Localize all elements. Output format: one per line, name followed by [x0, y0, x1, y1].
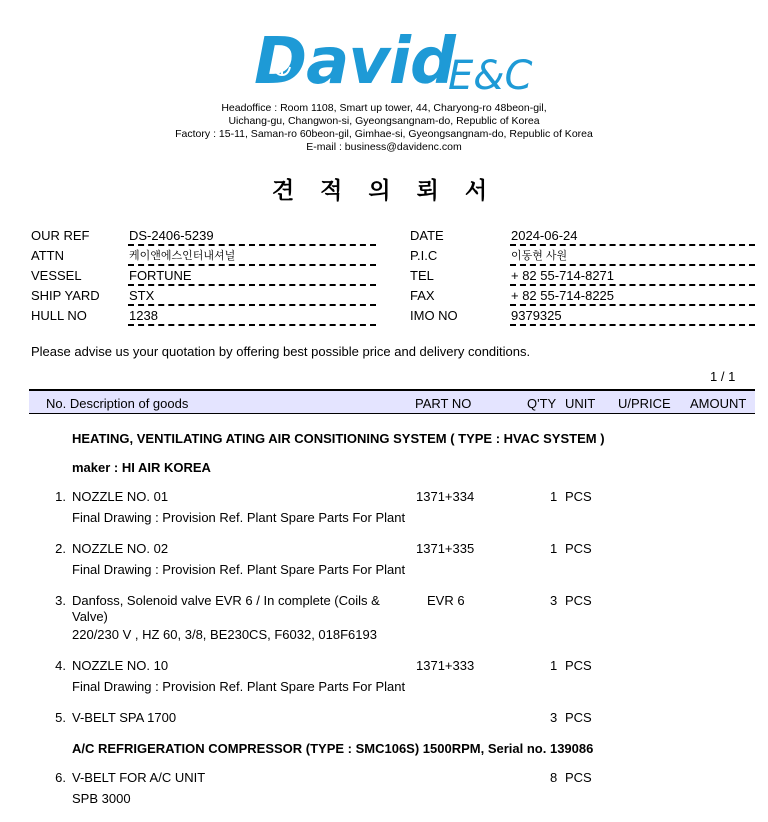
col-amount: AMOUNT	[690, 396, 747, 411]
fax-label: FAX	[410, 288, 435, 303]
item-description: V-BELT SPA 1700	[72, 710, 177, 725]
item-description: NOZZLE NO. 10	[72, 658, 169, 673]
item-unit: PCS	[565, 489, 592, 504]
item-qty: 1	[550, 489, 558, 504]
address-line-2: Uichang-gu, Changwon-si, Gyeongsangnam-do, Republic of Korea	[228, 115, 540, 127]
attn-value: 케이앤에스인터내셔널	[128, 248, 376, 266]
fax-value: + 82 55-714-8225	[510, 288, 755, 306]
col-unit: UNIT	[565, 396, 596, 411]
item-unit: PCS	[565, 658, 592, 673]
tel-value: + 82 55-714-8271	[510, 268, 755, 286]
col-qty: Q'TY	[527, 396, 557, 411]
logo-main-text: David	[254, 25, 455, 99]
item-unit: PCS	[565, 710, 592, 725]
address-line-3: Factory : 15-11, Saman-ro 60beon-gil, Gimhae-si, Gyeongsangnam-do, Republic of Korea	[175, 128, 593, 140]
address-line-1: Headoffice : Room 1108, Smart up tower, 44, Charyong-ro 48beon-gil,	[221, 102, 547, 114]
our-ref-value: DS-2406-5239	[128, 228, 376, 246]
logo-sub-text: E&C	[448, 53, 533, 99]
item-unit: PCS	[565, 593, 592, 608]
item-qty: 8	[550, 770, 558, 785]
item-qty: 1	[550, 541, 558, 556]
item-qty: 3	[550, 710, 558, 725]
hull-no-value: 1238	[128, 308, 376, 326]
col-description: No. Description of goods	[46, 396, 189, 411]
item-detail: SPB 3000	[72, 791, 131, 806]
ship-yard-label: SHIP YARD	[31, 288, 100, 303]
item-detail: 220/230 V , HZ 60, 3/8, BE230CS, F6032, 018F6193	[72, 627, 377, 642]
col-uprice: U/PRICE	[618, 396, 671, 411]
ship-yard-value: STX	[128, 288, 376, 306]
item-unit: PCS	[565, 770, 592, 785]
item-detail: Final Drawing : Provision Ref. Plant Spare Parts For Plant	[72, 510, 406, 525]
item-description: NOZZLE NO. 01	[72, 489, 169, 504]
item-description: V-BELT FOR A/C UNIT	[72, 770, 206, 785]
date-value: 2024-06-24	[510, 228, 755, 246]
our-ref-label: OUR REF	[31, 228, 90, 243]
item-detail: Final Drawing : Provision Ref. Plant Spare Parts For Plant	[72, 562, 406, 577]
address-email: E-mail : business@davidenc.com	[306, 141, 462, 153]
anchor-icon	[272, 50, 292, 78]
item-description: NOZZLE NO. 02	[72, 541, 169, 556]
pic-label: P.I.C	[410, 248, 438, 263]
section-title: HEATING, VENTILATING ATING AIR CONSITIONING SYSTEM ( TYPE : HVAC SYSTEM )	[72, 431, 605, 446]
hull-no-label: HULL NO	[31, 308, 87, 323]
item-unit: PCS	[565, 541, 592, 556]
attn-label: ATTN	[31, 248, 64, 263]
item-part-no: 1371+335	[416, 541, 475, 556]
item-detail: Final Drawing : Provision Ref. Plant Spare Parts For Plant	[72, 679, 406, 694]
section-title: A/C REFRIGERATION COMPRESSOR (TYPE : SMC106S) 1500RPM, Serial no. 139086	[72, 741, 594, 756]
document-title: 견 적 의 뢰 서	[271, 178, 497, 204]
imo-no-label: IMO NO	[410, 308, 458, 323]
item-description: Danfoss, Solenoid valve EVR 6 / In complete (Coils & Valve)	[72, 593, 380, 624]
item-part-no: EVR 6	[427, 593, 465, 608]
item-no: 5.	[55, 710, 66, 725]
intro-text: Please advise us your quotation by offering best possible price and delivery conditions.	[31, 344, 531, 359]
vessel-label: VESSEL	[31, 268, 82, 283]
date-label: DATE	[410, 228, 444, 243]
item-part-no: 1371+333	[416, 658, 475, 673]
item-no: 6.	[55, 770, 66, 785]
pic-value: 이동현 사원	[510, 248, 755, 266]
col-part-no: PART NO	[415, 396, 472, 411]
table-header	[29, 389, 755, 414]
item-qty: 3	[550, 593, 558, 608]
maker-label: maker : HI AIR KOREA	[72, 460, 211, 475]
vessel-value: FORTUNE	[128, 268, 376, 286]
item-no: 1.	[55, 489, 66, 504]
item-no: 2.	[55, 541, 66, 556]
item-no: 3.	[55, 593, 66, 608]
page-number: 1 / 1	[710, 369, 736, 384]
imo-no-value: 9379325	[510, 308, 755, 326]
item-no: 4.	[55, 658, 66, 673]
item-qty: 1	[550, 658, 558, 673]
company-logo	[254, 25, 544, 102]
tel-label: TEL	[410, 268, 434, 283]
item-part-no: 1371+334	[416, 489, 475, 504]
